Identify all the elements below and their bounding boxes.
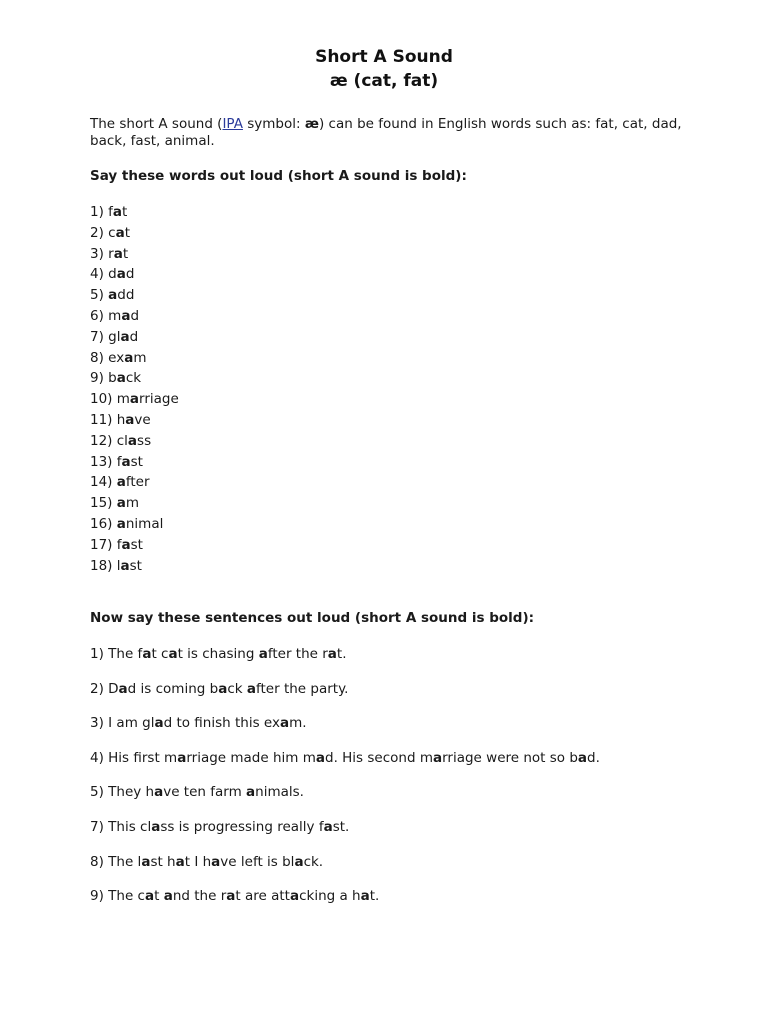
word-text: 3) r xyxy=(90,245,114,262)
short-a-highlight: a xyxy=(163,888,173,905)
sentence-text: 3) I am gl xyxy=(90,715,155,732)
sentence-text: ck xyxy=(227,680,247,697)
short-a-highlight: a xyxy=(315,749,325,766)
short-a-highlight: a xyxy=(151,818,161,835)
short-a-highlight: a xyxy=(211,853,221,870)
word-text: ss xyxy=(137,432,152,449)
short-a-highlight: a xyxy=(121,453,131,470)
word-item xyxy=(90,327,179,348)
short-a-highlight: a xyxy=(246,680,256,697)
word-text: ve xyxy=(134,411,151,428)
intro-text-start: The short A sound ( xyxy=(90,116,223,132)
word-text: rriage xyxy=(139,391,179,408)
word-item xyxy=(90,244,179,265)
word-item xyxy=(90,348,179,369)
word-text: st xyxy=(130,453,143,470)
sentence-item xyxy=(90,680,600,715)
sentence-text: t I h xyxy=(184,853,212,870)
word-item xyxy=(90,514,179,535)
short-a-highlight: a xyxy=(258,646,268,662)
word-text: 13) f xyxy=(90,453,122,470)
short-a-highlight: a xyxy=(168,646,178,662)
word-text: 9) b xyxy=(90,370,117,387)
short-a-highlight: a xyxy=(141,853,151,870)
short-a-highlight: a xyxy=(116,495,126,512)
page-title: Short A Sound xyxy=(315,47,453,67)
short-a-highlight: a xyxy=(142,646,152,662)
sentence-list xyxy=(90,645,600,922)
short-a-highlight: a xyxy=(121,536,131,553)
sentence-text: ss is progressing really f xyxy=(160,818,324,835)
word-text: 7) gl xyxy=(90,328,121,345)
word-text: 18) l xyxy=(90,557,121,574)
short-a-highlight: a xyxy=(129,391,140,408)
word-text: 17) f xyxy=(90,536,122,553)
sentence-text: cking a h xyxy=(299,888,361,905)
word-item xyxy=(90,556,179,577)
word-item xyxy=(90,264,179,285)
word-text: 16) xyxy=(90,515,117,532)
sentence-text: t. xyxy=(336,646,347,662)
word-text: m xyxy=(125,495,140,512)
word-text: 15) xyxy=(90,495,117,512)
word-text: 1) f xyxy=(90,204,113,220)
sentence-text: d. xyxy=(587,749,600,766)
words-heading: Say these words out loud (short A sound is bold): xyxy=(90,168,467,184)
short-a-highlight: a xyxy=(294,853,304,870)
ipa-link[interactable]: IPA xyxy=(222,116,243,132)
short-a-highlight: a xyxy=(432,749,443,766)
word-text: t xyxy=(122,245,129,262)
short-a-highlight: a xyxy=(113,245,123,262)
intro-paragraph xyxy=(90,116,690,150)
short-a-highlight: a xyxy=(120,328,130,345)
short-a-highlight: a xyxy=(175,853,185,870)
sentence-text: 5) They h xyxy=(90,784,155,801)
short-a-highlight: a xyxy=(177,749,187,766)
intro-text-symbol-label: symbol: xyxy=(242,116,305,132)
short-a-highlight: a xyxy=(218,680,228,697)
sentence-text: fter the party. xyxy=(255,680,349,697)
word-text: ck xyxy=(125,370,142,387)
word-item xyxy=(90,223,179,244)
word-text: nimal xyxy=(125,515,164,532)
sentence-text: nimals. xyxy=(255,784,304,801)
word-text: 12) cl xyxy=(90,432,128,449)
sentence-text: ck. xyxy=(303,853,324,870)
sentence-item xyxy=(90,749,600,784)
sentence-text: nd the r xyxy=(172,888,227,905)
sentence-text: 8) The l xyxy=(90,853,142,870)
short-a-highlight: a xyxy=(118,680,128,697)
word-text: t xyxy=(122,204,128,220)
short-a-highlight: a xyxy=(279,715,290,732)
word-text: 4) d xyxy=(90,266,117,283)
short-a-highlight: a xyxy=(116,370,126,387)
short-a-highlight: a xyxy=(115,224,125,241)
sentence-text: rriage made him m xyxy=(186,749,316,766)
short-a-highlight: a xyxy=(125,411,135,428)
sentence-item xyxy=(90,853,600,888)
word-item xyxy=(90,493,179,514)
sentence-item xyxy=(90,714,600,749)
short-a-highlight: a xyxy=(323,818,333,835)
word-list xyxy=(90,202,179,576)
sentence-text: t c xyxy=(151,646,169,662)
word-item xyxy=(90,431,179,452)
word-text: d xyxy=(129,328,139,345)
word-text: st xyxy=(129,557,142,574)
short-a-highlight: a xyxy=(154,715,164,732)
short-a-highlight: a xyxy=(144,888,155,905)
sentence-text: 2) D xyxy=(90,680,119,697)
short-a-highlight: a xyxy=(577,749,588,766)
short-a-highlight: a xyxy=(120,557,130,574)
word-text: 14) xyxy=(90,474,117,491)
word-item xyxy=(90,452,179,473)
word-item xyxy=(90,306,179,327)
sentence-text: d is coming b xyxy=(127,680,219,697)
word-item xyxy=(90,368,179,389)
word-item xyxy=(90,535,179,556)
sentence-text: st h xyxy=(150,853,176,870)
sentence-text: t are att xyxy=(235,888,290,905)
sentences-heading: Now say these sentences out loud (short A sound is bold): xyxy=(90,610,535,626)
sentence-text: ve left is bl xyxy=(220,853,295,870)
sentence-item xyxy=(90,645,600,680)
sentence-item xyxy=(90,887,600,922)
short-a-highlight: a xyxy=(246,784,256,801)
word-text: 5) xyxy=(90,287,109,304)
word-text: 11) h xyxy=(90,411,126,428)
short-a-highlight: a xyxy=(108,287,118,304)
word-item xyxy=(90,389,179,410)
word-text: dd xyxy=(117,287,135,304)
word-text: 10) m xyxy=(90,391,130,408)
word-text: m xyxy=(133,349,147,366)
sentence-text: rriage were not so b xyxy=(442,749,578,766)
short-a-highlight: a xyxy=(121,307,131,324)
word-text: 8) ex xyxy=(90,349,125,366)
word-item xyxy=(90,202,179,223)
word-text: 2) c xyxy=(90,224,116,241)
sentence-item xyxy=(90,783,600,818)
intro-text-end: ) can be found in English words such as: fat, cat, dad, back, fast, animal. xyxy=(90,116,682,149)
word-text: st xyxy=(130,536,143,553)
short-a-highlight: a xyxy=(327,646,337,662)
sentence-text: 4) His first m xyxy=(90,749,178,766)
page-subtitle: æ (cat, fat) xyxy=(329,71,439,91)
sentence-text: m. xyxy=(289,715,307,732)
sentence-text: d to finish this ex xyxy=(163,715,280,732)
short-a-highlight: a xyxy=(116,266,126,283)
short-a-highlight: a xyxy=(124,349,134,366)
short-a-highlight: a xyxy=(116,474,126,491)
sentence-text: t. xyxy=(369,888,380,905)
sentence-text: ve ten farm xyxy=(163,784,247,801)
ipa-symbol: æ xyxy=(304,116,319,132)
short-a-highlight: a xyxy=(112,204,123,220)
sentence-text: 1) The f xyxy=(90,646,143,662)
word-text: t xyxy=(124,224,130,241)
sentence-text: fter the r xyxy=(267,646,328,662)
short-a-highlight: a xyxy=(360,888,370,905)
sentence-text: 9) The c xyxy=(90,888,145,905)
word-item xyxy=(90,472,179,493)
short-a-highlight: a xyxy=(289,888,300,905)
sentence-text: t xyxy=(154,888,164,905)
short-a-highlight: a xyxy=(127,432,138,449)
word-text: 6) m xyxy=(90,307,122,324)
word-item xyxy=(90,285,179,306)
word-text: d xyxy=(130,307,140,324)
sentence-text: d. His second m xyxy=(325,749,433,766)
short-a-highlight: a xyxy=(226,888,236,905)
short-a-highlight: a xyxy=(154,784,164,801)
sentence-text: st. xyxy=(332,818,350,835)
word-text: d xyxy=(125,266,135,283)
sentence-text: t is chasing xyxy=(177,646,259,662)
sentence-text: 7) This cl xyxy=(90,818,152,835)
word-text: fter xyxy=(125,474,150,491)
word-item xyxy=(90,410,179,431)
sentence-item xyxy=(90,818,600,853)
short-a-highlight: a xyxy=(116,515,126,532)
